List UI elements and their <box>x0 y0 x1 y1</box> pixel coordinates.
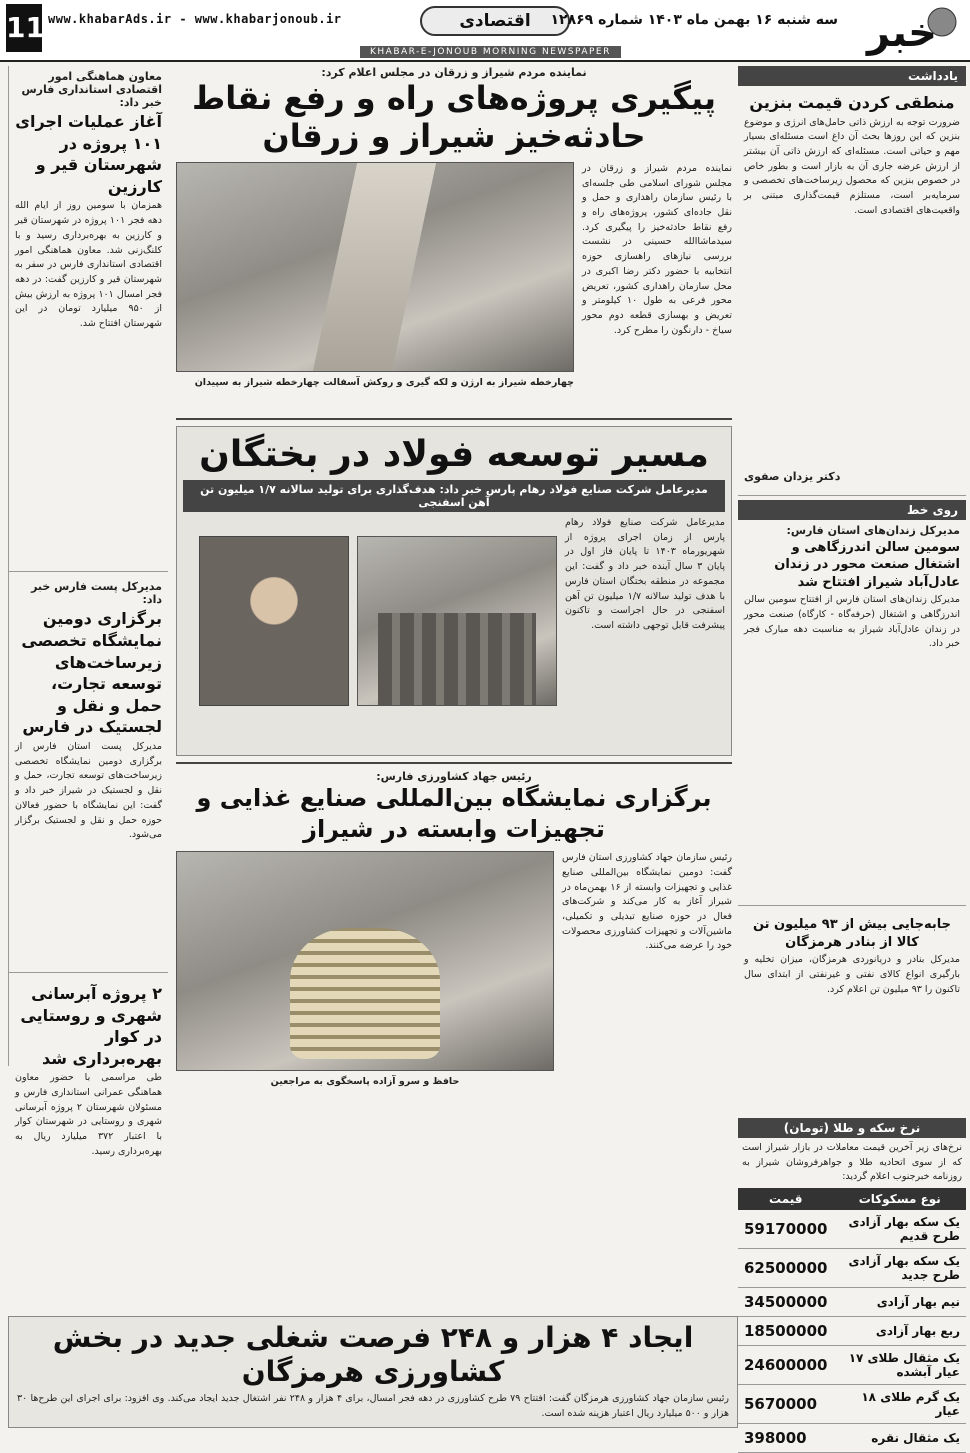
road-construction-photo <box>176 162 574 372</box>
newspaper-logo <box>842 2 962 54</box>
expo-headline: برگزاری نمایشگاه بین‌المللی صنایع غذایی و تجهیزات وابسته در شیراز <box>196 783 712 843</box>
left2-body: مدیرکل پست استان فارس از برگزاری دومین نمایشگاه تخصصی زیرساخت‌های توسعه تجارت، حمل و نقل و لجستیک در شیراز خبر داد و گفت: این نمایشگاه با حضور فعالان حوزه حمل و نقل و لجستیک برگزار می‌شود. <box>15 740 162 841</box>
news2 <box>738 910 966 1091</box>
lead-photo-wrap <box>176 162 574 412</box>
price-value: 34500000 <box>738 1288 834 1317</box>
lead-row <box>176 162 732 412</box>
divider <box>176 418 732 420</box>
price-name: یک گرم طلای ۱۸ عیار <box>834 1385 967 1424</box>
news1 <box>738 520 966 902</box>
prices-intro: نرخ‌های زیر آخرین قیمت معاملات در بازار شیراز است که از سوی اتحادیه طلا و جواهرفروشان شیراز به روزنامه خبرجنوب اعلام گردید: <box>742 1142 962 1183</box>
page-number: 11 <box>6 4 42 52</box>
left2-headline: برگزاری دومین نمایشگاه تخصصی زیرساخت‌های توسعه تجارت، حمل و نقل و لجستیک در فارس <box>21 609 162 737</box>
price-row <box>738 1317 966 1346</box>
price-value: 398000 <box>738 1424 834 1453</box>
left-column <box>8 66 168 1157</box>
price-row <box>738 1424 966 1453</box>
price-row <box>738 1385 966 1424</box>
logo-text: خبر <box>866 10 938 56</box>
note-body: ضرورت توجه به ارزش ذاتی حامل‌های انرژی و موضوع بنزین که این روزها بحث آن داغ است مسئله‌ای بسیار مهم و حیاتی است. مسئله‌ای که ارزش ذاتی آن بیشتر از ارزش عرضه جاری آن به بازار است و بطور خاص در خصوص بنزین که محصول زیرساخت‌های تخصصی و سرمایه‌بر است، مستلزم قیمت‌گذاری مبتنی بر واقعیت‌های اقتصادی است. <box>744 116 960 216</box>
note-section <box>738 86 966 491</box>
prices-box <box>738 1118 966 1453</box>
left-story1 <box>9 66 168 567</box>
lead-body: نماینده مردم شیراز و زرقان در مجلس شورای اسلامی طی جلسه‌ای با رئیس سازمان راهداری و حمل و نقل جاده‌ای کشور، پروژه‌های راه و رفع نقاط حادثه‌خیز را پیگیری کرد. سید‌ماشاالله حسینی در نشست بررسی نیازهای راهسازی حوزه انتخابیه با حضور دکتر رضا اکبری در محل سازمان راهداری کشور، تعریض محور فرعی به طول ۱۰ کیلومتر و تعریض و بهسازی قطعه دوم محور سیاخ - دارنگون را مطرح کرد. <box>582 162 732 336</box>
section-label: اقتصادی <box>420 6 570 36</box>
price-col-value: قیمت <box>738 1188 834 1210</box>
left1-headline: آغاز عملیات اجرای ۱۰۱ پروژه در شهرستان قیر و کارزین <box>15 112 162 196</box>
steel-subheadline: مدیرعامل شرکت صنایع فولاد رهام پارس خبر داد: هدف‌گذاری برای تولید سالانه ۱/۷ میلیون تن آهن اسفنجی <box>183 480 725 512</box>
expo-body: رئیس سازمان جهاد کشاورزی استان فارس گفت: دومین نمایشگاه بین‌المللی صنایع غذایی و تجهیزات وابسته از ۱۶ بهمن‌ماه در شیراز آغاز به کار می‌کند و شرکت‌های فعال در حوزه صنایع تبدیلی و تکمیلی، ماشین‌آلات و تجهیزات کشاورزی محصولات خود را عرضه می‌کنند. <box>562 852 732 952</box>
left1-kicker: معاون هماهنگی امور اقتصادی استانداری فارس خبر داد: <box>21 70 162 109</box>
price-name: ربع بهار آزادی <box>834 1317 967 1346</box>
price-col-type: نوع مسکوکات <box>834 1188 967 1210</box>
note-author: دکتر یزدان صفوی <box>744 469 841 483</box>
news1-body: مدیرکل زندان‌های استان فارس از افتتاح سومین سالن اندرزگاهی و اشتغال (حرفه‌گاه - کارگاه) صنعت محور در زندان عادل‌آباد شیراز به مناسبت دهه مبارک فجر خبر داد. <box>744 594 960 650</box>
news2-body: مدیرکل بنادر و دریانوردی هرمزگان، میزان تخلیه و بارگیری انواع کالای نفتی و غیرنفتی از ابتدای سال تاکنون را ۹۳ میلیون تن اعلام کرد. <box>744 954 960 995</box>
price-row <box>738 1210 966 1249</box>
expo-caption: حافظ و سرو آزاده پاسخگوی به مراجعین <box>270 1076 460 1088</box>
lead-headline: پیگیری پروژه‌های راه و رفع نقاط حادثه‌خیز شیراز و زرقان <box>191 79 717 156</box>
masthead <box>0 0 970 62</box>
news-label: روی خط <box>738 500 966 520</box>
note-title: منطقی کردن قیمت بنزین <box>749 93 955 112</box>
price-name: یک مثقال طلای ۱۷ عیار آبشده <box>834 1346 967 1385</box>
lead-caption: چهارخطه شیراز به ارژن و لکه گیری و روکش آسفالت چهارخطه شیراز به سپیدان <box>194 376 574 388</box>
price-row <box>738 1288 966 1317</box>
expo-kicker: رئیس جهاد کشاورزی فارس: <box>376 769 532 783</box>
price-value: 59170000 <box>738 1210 834 1249</box>
price-value: 5670000 <box>738 1385 834 1424</box>
prices-title: نرخ سکه و طلا (تومان) <box>738 1118 966 1138</box>
steel-headline: مسیر توسعه فولاد در بختگان <box>199 433 709 475</box>
price-name: یک مثقال نقره <box>834 1424 967 1453</box>
bottom-story <box>8 1316 738 1428</box>
expo-photo-wrap <box>176 851 554 1111</box>
bottom-body: رئیس سازمان جهاد کشاورزی هرمزگان گفت: افتتاح ۷۹ طرح کشاورزی در دهه فجر امسال، برای ۴ هزار و ۲۴۸ نفر اشتغال جدید ایجاد می‌کند. وی افزود: برای اجرای این طرح‌ها ۳۰ هزار و ۵۰۰ میلیارد ریال اعتبار هزینه شده است. <box>17 1393 729 1419</box>
price-value: 24600000 <box>738 1346 834 1385</box>
divider <box>738 495 966 496</box>
divider <box>9 571 168 572</box>
price-name: یک سکه بهار آزادی طرح قدیم <box>834 1210 967 1249</box>
steel-row <box>183 516 725 756</box>
news1-kicker: مدیرکل زندان‌های استان فارس: <box>786 523 960 537</box>
right-column <box>738 66 966 1116</box>
site-urls[interactable]: www.khabarAds.ir - www.khabarjonoub.ir <box>48 12 342 26</box>
english-newspaper-name: KHABAR-E-JONOUB MORNING NEWSPAPER <box>360 46 621 58</box>
steel-body: مدیرعامل شرکت صنایع فولاد رهام پارس از زمان اجرای پروژه از شهریورماه ۱۴۰۳ تا پایان فاز اول در پایان ۳ سال آینده خبر داد و گفت: این مجموعه در منطقه بختگان استان فارس با هدف تولید سالانه ۱/۷ میلیون تن آهن اسفنجی در حال اجراست و تاکنون پیشرفت قابل توجهی داشته است. <box>565 516 725 631</box>
left1-body: همزمان با سومین روز از ایام الله دهه فجر ۱۰۱ پروژه در شهرستان قیر و کارزین به بهره‌برداری رسید و با کلنگ‌زنی شد. معاون هماهنگی امور اقتصادی استانداری فارس در سفر به شهرستان قیر و کارزین گفت: در دهه فجر امسال ۱۰۱ پروژه به ارزش بیش از ۹۵۰ میلیارد تومان در این شهرستان افتتاح شد. <box>15 200 162 330</box>
price-value: 62500000 <box>738 1249 834 1288</box>
lead-kicker: نماینده مردم شیراز و زرقان در مجلس اعلام کرد: <box>321 66 587 79</box>
expo-photo <box>176 851 554 1071</box>
steel-plant-photo <box>357 536 557 706</box>
divider <box>176 762 732 764</box>
ceo-portrait-photo <box>199 536 349 706</box>
divider <box>9 972 168 973</box>
left3-headline: ۲ پروژه آبرسانی شهری و روستایی در کوار بهره‌برداری شد <box>20 983 162 1068</box>
expo-row <box>176 851 732 1111</box>
left3-body: طی مراسمی با حضور معاون هماهنگی عمرانی استانداری فارس و مسئولان شهرستان ۲ پروژه آبرسانی شهری و روستایی در شهرستان کوار با اعتبار ۳۷۲ میلیارد ریال به بهره‌برداری رسید. <box>15 1072 162 1157</box>
bottom-headline: ایجاد ۴ هزار و ۲۴۸ فرصت شغلی جدید در بخش کشاورزی هرمزگان <box>52 1321 694 1388</box>
price-value: 18500000 <box>738 1317 834 1346</box>
left-story2 <box>9 576 168 968</box>
left2-kicker: مدیرکل پست فارس خبر داد: <box>31 580 162 607</box>
price-row <box>738 1249 966 1288</box>
note-label: یادداشت <box>738 66 966 86</box>
left-story3 <box>9 977 168 1229</box>
main-content <box>176 66 732 1088</box>
steel-story <box>176 426 732 756</box>
price-name: یک سکه بهار آزادی طرح جدید <box>834 1249 967 1288</box>
price-table <box>738 1188 966 1453</box>
price-name: نیم بهار آزادی <box>834 1288 967 1317</box>
news2-headline: جابه‌جایی بیش از ۹۳ میلیون تن کالا از بنادر هرمزگان <box>752 917 952 950</box>
divider <box>738 905 966 906</box>
issue-date: سه شنبه ۱۶ بهمن ماه ۱۴۰۳ شماره ۱۲۸۶۹ <box>550 12 838 28</box>
price-row <box>738 1346 966 1385</box>
news1-headline: سومین سالن اندرزگاهی و اشتغال صنعت محور در زندان عادل‌آباد شیراز افتتاح شد <box>774 539 960 590</box>
price-header-row <box>738 1188 966 1210</box>
